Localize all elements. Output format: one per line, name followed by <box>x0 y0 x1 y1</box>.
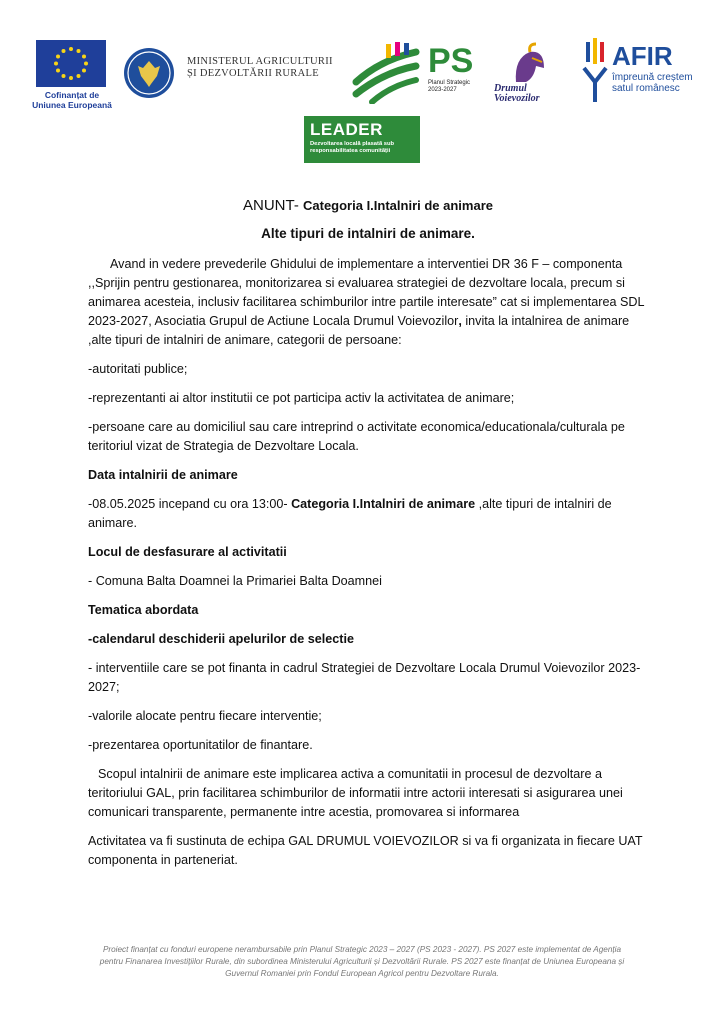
page-subtitle: Alte tipuri de intalniri de animare. <box>261 226 475 241</box>
topic-heading: Tematica abordata <box>88 603 199 617</box>
ministry-name: MINISTERUL AGRICULTURII ȘI DEZVOLTĂRII RURALE <box>187 56 333 79</box>
eagle-icon <box>124 48 174 98</box>
announcement-body <box>88 196 648 880</box>
place-heading: Locul de desfasurare al activitatii <box>88 545 287 559</box>
place-paragraph: - Comuna Balta Doamnei la Primariei Balta Doamnei <box>88 574 382 588</box>
afir-slogan: împreună creștem satul românesc <box>612 72 693 94</box>
eu-flag-logo <box>36 40 106 87</box>
government-seal-logo <box>124 48 174 98</box>
intro-paragraph: Avand in vedere prevederile Ghidului de implementare a interventiei DR 36 F – componenta ,,Sprijin pentru gestionarea, monitorizarea si evaluarea strategiei de dezvoltare locala, precum si animarea acesteia, inclusiv facilitarea schimburilor intre partile interesate” cat si implementarea SDL 2023-2027, Asociatia Grupul de Actiune Locala Drumul Voievozilor, invita la intalnirea de animare ,alte tipuri de intalniri de animare, categorii de persoane: <box>88 257 644 347</box>
afir-logo-text: AFIR <box>612 41 673 71</box>
topic-subheading: -calendarul deschiderii apelurilor de selectie <box>88 632 354 646</box>
afir-emblem-icon <box>582 38 608 104</box>
eu-caption: Cofinanțat de Uniunea Europeană <box>32 90 112 110</box>
purpose-paragraph: Scopul intalnirii de animare este implicarea activa a comunitatii in procesul de dezvoltare a teritoriului GAL, prin facilitarea schimburilor de informatii intre actorii interesati si asigurarea unei comunicari transparente, permanente intre acestia, promovarea si informarea <box>88 767 623 819</box>
category-item: -autoritati publice; <box>88 362 188 376</box>
ps-logo-text: PS <box>428 42 474 80</box>
planul-strategic-icon <box>350 42 422 104</box>
helmet-icon <box>506 42 550 84</box>
logo-bar <box>0 0 724 170</box>
page-title: ANUNT- Categoria I.Intalniri de animare <box>242 197 493 214</box>
date-paragraph: -08.05.2025 incepand cu ora 13:00- Categoria I.Intalniri de animare ,alte tipuri de intalniri de animare. <box>88 497 612 530</box>
support-paragraph: Activitatea va fi sustinuta de echipa GAL DRUMUL VOIEVOZILOR si va fi organizata in fiecare UAT componenta in parteneriat. <box>88 834 643 867</box>
ps-logo-subtitle: Planul Strategic 2023-2027 <box>428 80 471 93</box>
category-item: -persoane care au domiciliul sau care intreprind o activitate economica/educationala/culturala pe teritoriul vizat de Strategia de Dezvoltare Locala. <box>88 420 625 453</box>
leader-logo <box>304 116 420 163</box>
topic-item: -valorile alocate pentru fiecare interventie; <box>88 709 322 723</box>
leader-title: LEADER <box>310 120 383 139</box>
drumul-voievozilor-logo-text: Drumul Voievozilor <box>494 83 540 104</box>
topic-item: - interventiile care se pot finanta in cadrul Strategiei de Dezvoltare Locala Drumul Voievozilor 2023-2027; <box>88 661 641 694</box>
category-item: -reprezentanti ai altor institutii ce pot participa activ la activitatea de animare; <box>88 391 515 405</box>
topic-item: -prezentarea oportunitatilor de finantare. <box>88 738 313 752</box>
funding-footer: Proiect finanțat cu fonduri europene nerambursabile prin Planul Strategic 2023 – 2027 (PS 2023 - 2027). PS 2027 este implementat de Agenția pentru Finanarea Investițiilor Rurale, din subordinea Ministerului Agriculturii și Dezvoltării Rurale. PS 2027 este finanțat de Uniunea Europeana și Guvernul Romaniei prin Fondul European Agricol pentru Dezvoltare Rurala. <box>99 945 625 978</box>
leader-subtitle: Dezvoltarea locală plasată sub responsabilitatea comunității <box>310 141 395 154</box>
eu-stars-icon <box>36 40 106 87</box>
date-heading: Data intalnirii de animare <box>88 468 238 482</box>
